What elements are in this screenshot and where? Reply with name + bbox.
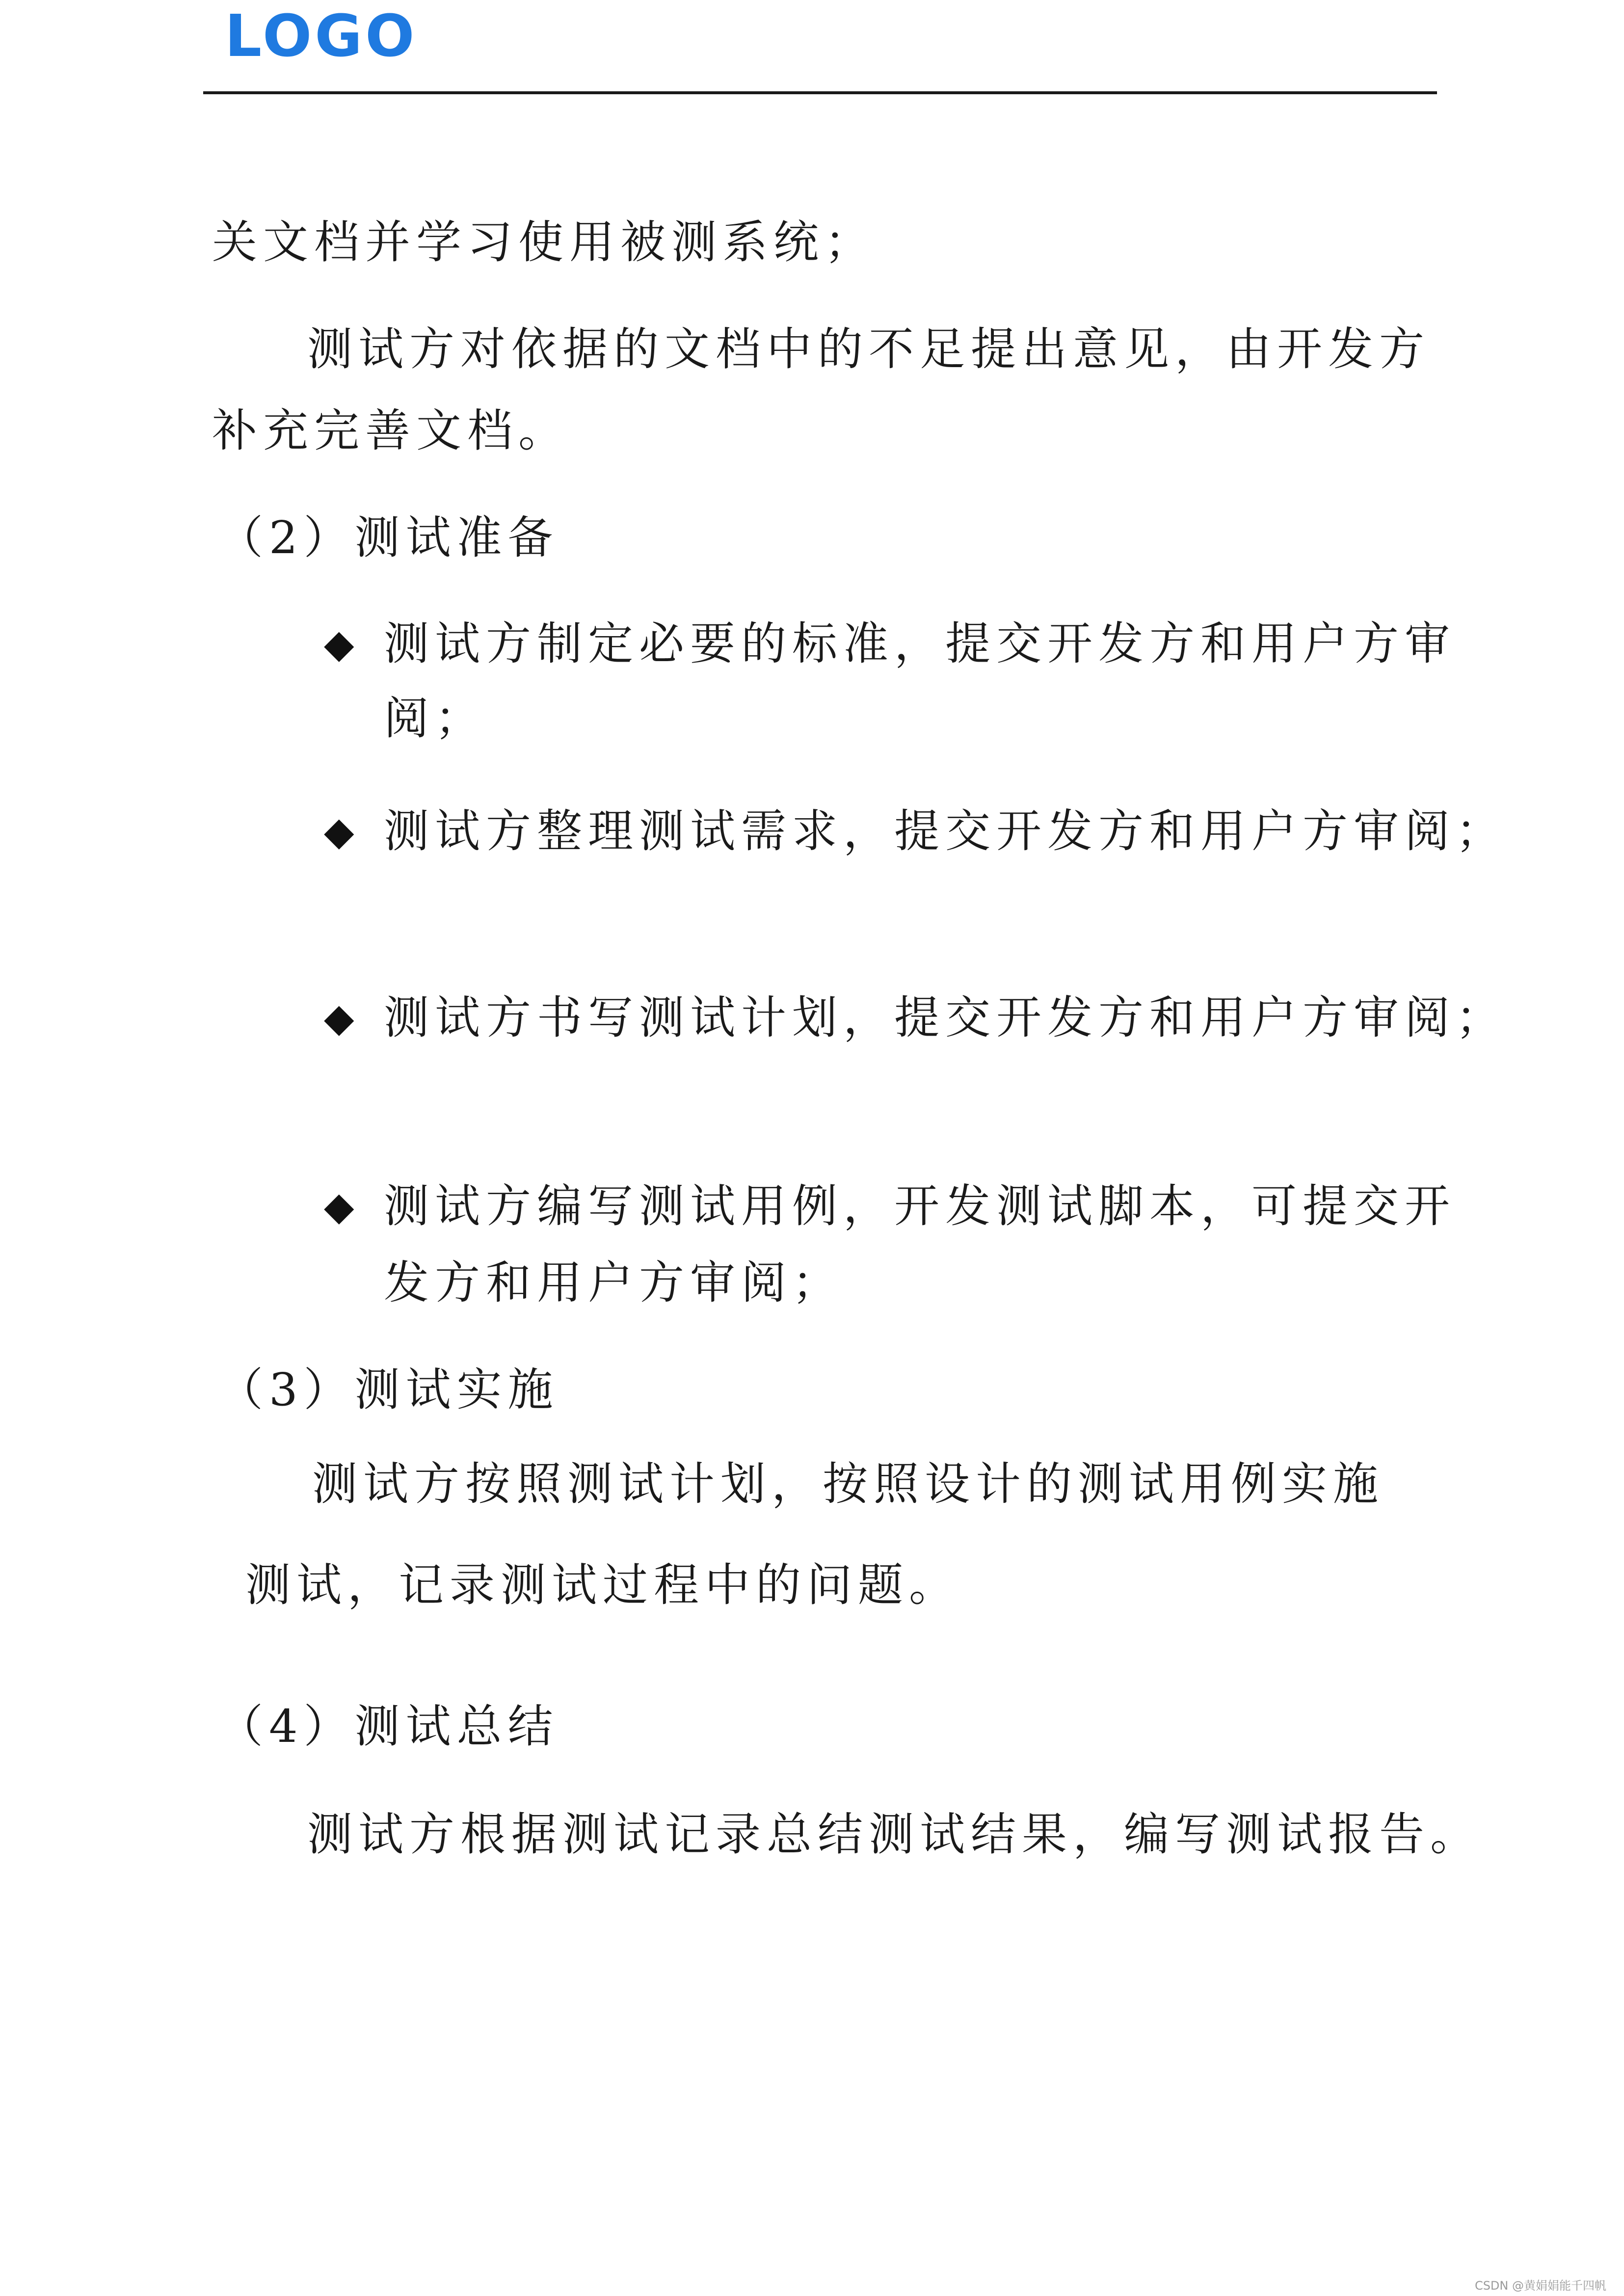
paragraph-execution-line-2: 测试，记录测试过程中的问题。 bbox=[245, 1559, 960, 1611]
watermark: CSDN @黄娟娟能千四帆 bbox=[1474, 2279, 1606, 2293]
paragraph-summary: 测试方根据测试记录总结测试结果，编写测试报告。 bbox=[307, 1808, 1482, 1861]
bullet-item-4-line-2: 发方和用户方审阅； bbox=[384, 1256, 844, 1309]
continued-line: 关文档并学习使用被测系统； bbox=[212, 216, 876, 268]
paragraph-review-line-2: 补充完善文档。 bbox=[212, 404, 570, 457]
bullet-item-1-line-1: 测试方制定必要的标准，提交开发方和用户方审 bbox=[384, 617, 1456, 670]
bullet-item-4-line-1: 测试方编写测试用例，开发测试脚本，可提交开 bbox=[384, 1180, 1456, 1232]
section-heading-execution: （3）测试实施 bbox=[218, 1363, 559, 1416]
paragraph-execution-line-1: 测试方按照测试计划，按照设计的测试用例实施 bbox=[312, 1458, 1384, 1510]
bullet-diamond-icon: ◆ bbox=[324, 621, 354, 667]
section-heading-summary: （4）测试总结 bbox=[218, 1700, 559, 1753]
bullet-item-2: 测试方整理测试需求，提交开发方和用户方审阅； bbox=[384, 805, 1507, 857]
paragraph-review-line-1: 测试方对依据的文档中的不足提出意见，由开发方 bbox=[307, 323, 1431, 375]
bullet-item-3: 测试方书写测试计划，提交开发方和用户方审阅； bbox=[384, 991, 1507, 1044]
logo-text: LOGO bbox=[225, 9, 418, 63]
bullet-diamond-icon: ◆ bbox=[324, 995, 354, 1041]
section-heading-preparation: （2）测试准备 bbox=[218, 511, 559, 564]
logo-graphic bbox=[225, 9, 441, 63]
bullet-item-1-line-2: 阅； bbox=[384, 692, 486, 745]
logo bbox=[225, 9, 441, 63]
bullet-diamond-icon: ◆ bbox=[324, 1183, 354, 1229]
bullet-diamond-icon: ◆ bbox=[324, 808, 354, 854]
header-divider bbox=[203, 91, 1437, 94]
